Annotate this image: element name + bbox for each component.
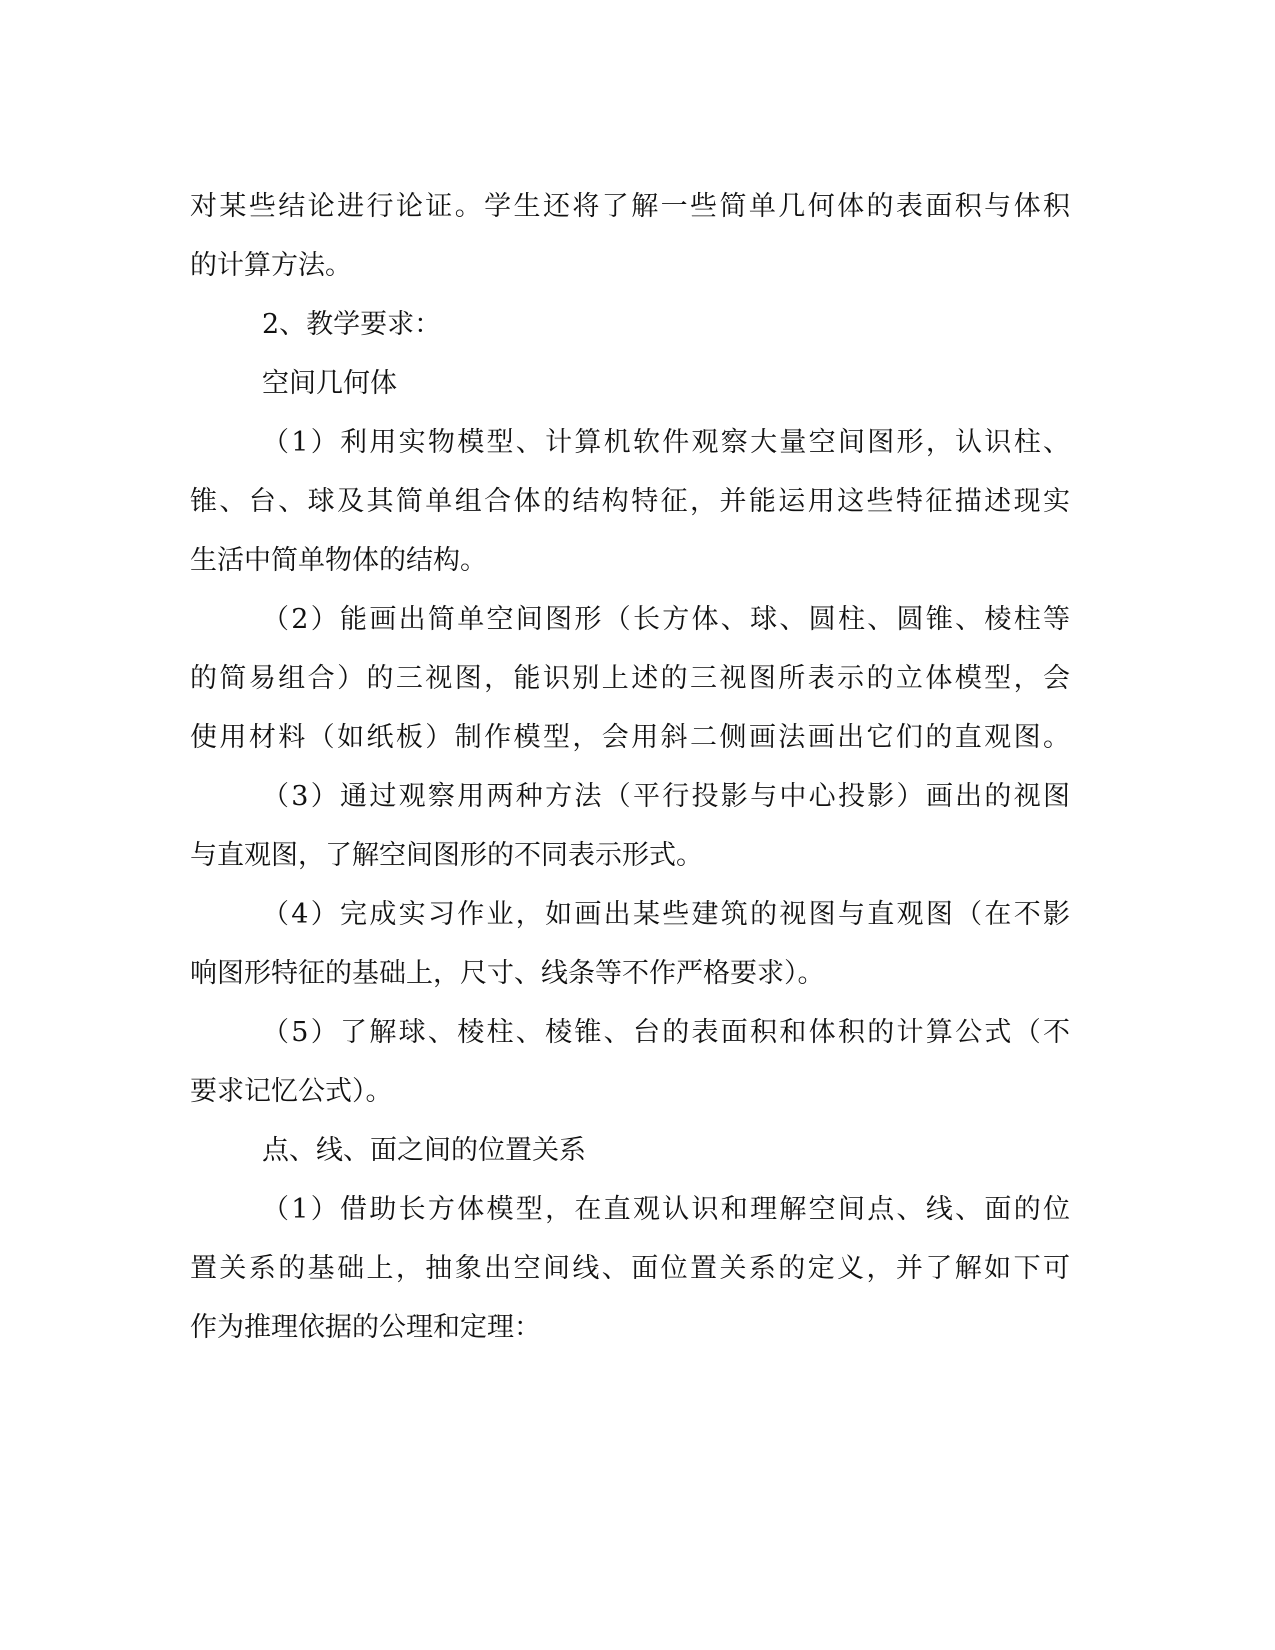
item-1-line-2: 锥、台、球及其简单组合体的结构特征，并能运用这些特征描述现实 bbox=[190, 486, 1070, 517]
item-5-line-2: 要求记忆公式）。 bbox=[190, 1076, 393, 1107]
item-2-line-2: 的简易组合）的三视图，能识别上述的三视图所表示的立体模型，会 bbox=[190, 663, 1070, 694]
item-1-line-3: 生活中简单物体的结构。 bbox=[190, 545, 487, 576]
relation-item-1-line-1: （1）借助长方体模型，在直观认识和理解空间点、线、面的位 bbox=[262, 1194, 1070, 1225]
paragraph-line-calculation: 的计算方法。 bbox=[190, 250, 352, 281]
item-4-line-2: 响图形特征的基础上，尺寸、线条等不作严格要求）。 bbox=[190, 958, 825, 989]
relation-item-1-line-3: 作为推理依据的公理和定理： bbox=[190, 1312, 541, 1343]
paragraph-line-conclusion: 对某些结论进行论证。学生还将了解一些简单几何体的表面积与体积 bbox=[190, 191, 1070, 222]
item-2-line-1: （2）能画出简单空间图形（长方体、球、圆柱、圆锥、棱柱等 bbox=[262, 604, 1070, 635]
item-3-line-2: 与直观图，了解空间图形的不同表示形式。 bbox=[190, 840, 703, 871]
item-5-line-1: （5）了解球、棱柱、棱锥、台的表面积和体积的计算公式（不 bbox=[262, 1017, 1070, 1048]
relation-item-1-line-2: 置关系的基础上，抽象出空间线、面位置关系的定义，并了解如下可 bbox=[190, 1253, 1070, 1284]
item-4-line-1: （4）完成实习作业，如画出某些建筑的视图与直观图（在不影 bbox=[262, 899, 1070, 930]
section-heading-teaching-requirements: 2、教学要求： bbox=[262, 309, 442, 340]
item-3-line-1: （3）通过观察用两种方法（平行投影与中心投影）画出的视图 bbox=[262, 781, 1070, 812]
item-2-line-3: 使用材料（如纸板）制作模型，会用斜二侧画法画出它们的直观图。 bbox=[190, 722, 1070, 753]
subsection-heading-point-line-plane: 点、线、面之间的位置关系 bbox=[262, 1135, 586, 1166]
subsection-heading-solid-geometry: 空间几何体 bbox=[262, 368, 397, 399]
item-1-line-1: （1）利用实物模型、计算机软件观察大量空间图形，认识柱、 bbox=[262, 427, 1070, 458]
